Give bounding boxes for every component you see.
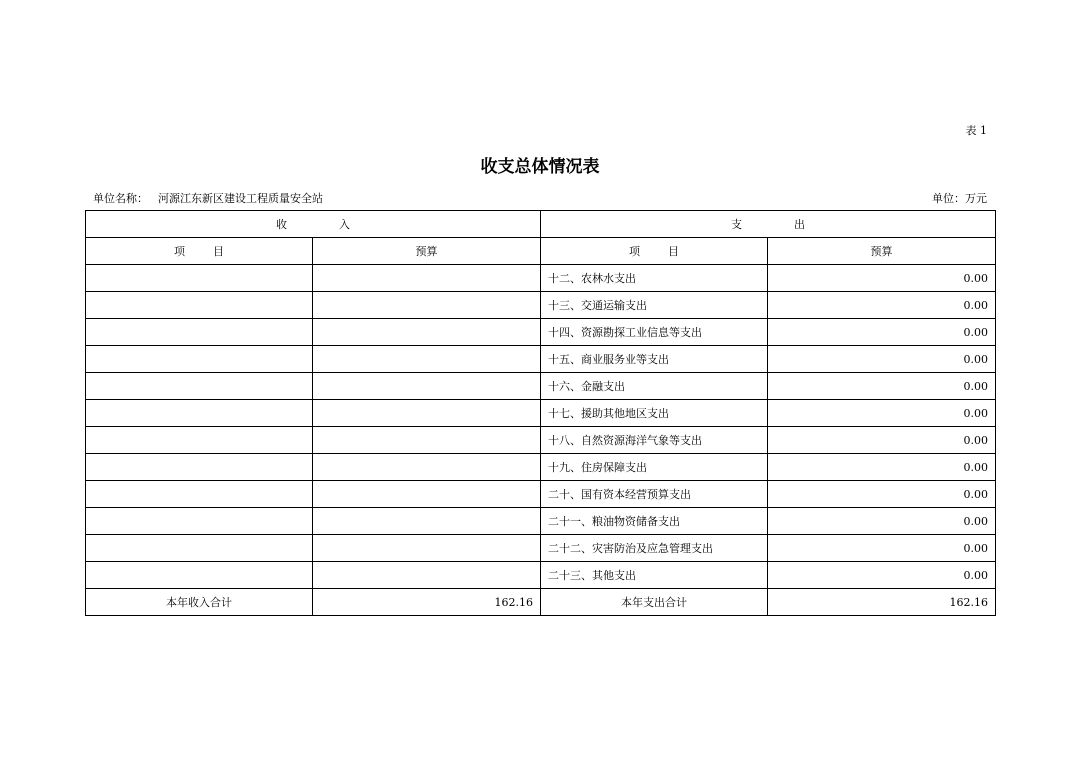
- income-budget-cell: [313, 319, 541, 346]
- expense-budget-cell: 0.00: [768, 454, 996, 481]
- expense-item-cell: 十二、农林水支出: [541, 265, 768, 292]
- income-budget-cell: [313, 292, 541, 319]
- expense-budget-cell: 0.00: [768, 373, 996, 400]
- income-item-cell: [86, 427, 313, 454]
- income-item-cell: [86, 319, 313, 346]
- expense-item-cell: 二十一、粮油物资储备支出: [541, 508, 768, 535]
- table-row: [86, 508, 996, 535]
- expense-budget-cell: 0.00: [768, 346, 996, 373]
- income-section-header: [86, 211, 541, 238]
- income-total-label: 本年收入合计: [86, 589, 313, 616]
- expense-item-cell: 二十三、其他支出: [541, 562, 768, 589]
- table-row: [86, 292, 996, 319]
- page-title: 收支总体情况表: [480, 157, 600, 177]
- table-row: [86, 562, 996, 589]
- unit-name-value: 河源江东新区建设工程质量安全站: [158, 192, 323, 205]
- table-row: [86, 373, 996, 400]
- totals-row: [86, 589, 996, 616]
- table-row: [86, 400, 996, 427]
- table-row: [86, 454, 996, 481]
- table-row: [86, 346, 996, 373]
- income-item-cell: [86, 292, 313, 319]
- income-header-char-2: 入: [339, 218, 350, 231]
- expense-item-cell: 十五、商业服务业等支出: [541, 346, 768, 373]
- income-item-cell: [86, 508, 313, 535]
- expense-budget-cell: 0.00: [768, 562, 996, 589]
- income-item-cell: [86, 562, 313, 589]
- expense-budget-cell: 0.00: [768, 319, 996, 346]
- expense-header-char-1: 支: [731, 218, 742, 231]
- expense-item-cell: 十九、住房保障支出: [541, 454, 768, 481]
- budget-table: [85, 210, 996, 616]
- expense-budget-header: 预算: [768, 238, 996, 265]
- expense-total-value: 162.16: [768, 589, 996, 616]
- table-row: [86, 319, 996, 346]
- income-item-header-char-2: 目: [213, 245, 224, 258]
- income-item-header: [86, 238, 313, 265]
- income-item-cell: [86, 346, 313, 373]
- expense-budget-cell: 0.00: [768, 481, 996, 508]
- expense-item-header-char-2: 目: [668, 245, 679, 258]
- income-budget-cell: [313, 373, 541, 400]
- income-item-cell: [86, 481, 313, 508]
- expense-section-header: [541, 211, 996, 238]
- expense-budget-cell: 0.00: [768, 427, 996, 454]
- income-item-cell: [86, 373, 313, 400]
- expense-item-header: [541, 238, 768, 265]
- income-budget-cell: [313, 508, 541, 535]
- expense-item-cell: 十三、交通运输支出: [541, 292, 768, 319]
- income-item-cell: [86, 265, 313, 292]
- income-budget-cell: [313, 346, 541, 373]
- income-budget-cell: [313, 535, 541, 562]
- income-item-cell: [86, 454, 313, 481]
- expense-budget-cell: 0.00: [768, 535, 996, 562]
- table-number: 表 1: [965, 124, 987, 137]
- table-row: [86, 265, 996, 292]
- table-row: [86, 427, 996, 454]
- expense-item-cell: 二十二、灾害防治及应急管理支出: [541, 535, 768, 562]
- income-item-header-char-1: 项: [174, 245, 185, 258]
- currency-unit: 单位：万元: [932, 192, 987, 205]
- expense-item-header-char-1: 项: [629, 245, 640, 258]
- income-header-char-1: 收: [276, 218, 287, 231]
- income-budget-cell: [313, 400, 541, 427]
- income-budget-cell: [313, 454, 541, 481]
- expense-budget-cell: 0.00: [768, 508, 996, 535]
- income-total-value: 162.16: [313, 589, 541, 616]
- income-budget-cell: [313, 265, 541, 292]
- income-budget-cell: [313, 562, 541, 589]
- unit-name-line: [93, 190, 323, 206]
- column-header-row: [86, 238, 996, 265]
- expense-item-cell: 十六、金融支出: [541, 373, 768, 400]
- income-item-cell: [86, 535, 313, 562]
- expense-item-cell: 十八、自然资源海洋气象等支出: [541, 427, 768, 454]
- income-item-cell: [86, 400, 313, 427]
- expense-item-cell: 十四、资源勘探工业信息等支出: [541, 319, 768, 346]
- expense-header-char-2: 出: [794, 218, 805, 231]
- unit-name-label: 单位名称：: [93, 192, 148, 205]
- income-budget-cell: [313, 481, 541, 508]
- expense-budget-cell: 0.00: [768, 292, 996, 319]
- expense-item-cell: 十七、援助其他地区支出: [541, 400, 768, 427]
- income-budget-header: 预算: [313, 238, 541, 265]
- expense-item-cell: 二十、国有资本经营预算支出: [541, 481, 768, 508]
- table-row: [86, 481, 996, 508]
- expense-total-label: 本年支出合计: [541, 589, 768, 616]
- income-budget-cell: [313, 427, 541, 454]
- expense-budget-cell: 0.00: [768, 400, 996, 427]
- expense-budget-cell: 0.00: [768, 265, 996, 292]
- section-header-row: [86, 211, 996, 238]
- table-row: [86, 535, 996, 562]
